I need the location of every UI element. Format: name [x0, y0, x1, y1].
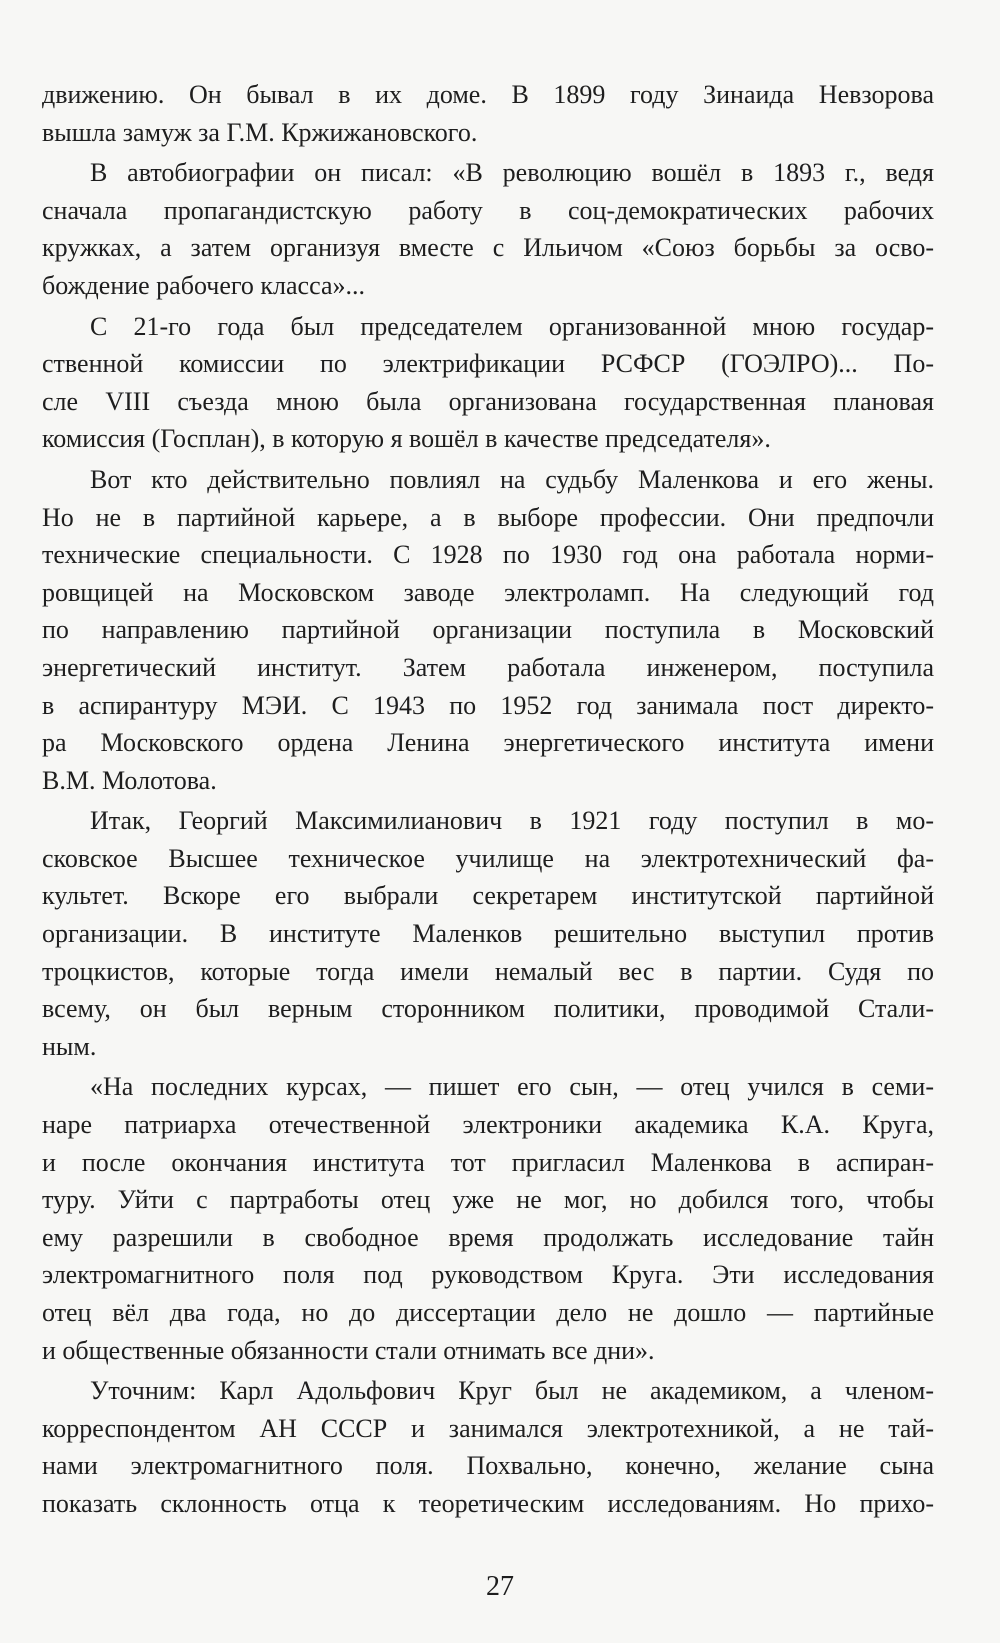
text-line: Итак, Георгий Максимилианович в 1921 году поступил в мо- [90, 806, 934, 836]
text-line: электромагнитного поля под руководством Круга. Эти исследования [42, 1260, 934, 1290]
text-line: корреспондентом АН СССР и занимался электротехникой, а не тай- [42, 1413, 934, 1443]
page-body [42, 76, 934, 1526]
text-line: сковское Высшее техническое училище на электротехнический фа- [42, 843, 934, 873]
paragraph [42, 1372, 934, 1522]
text-line: наре патриарха отечественной электроники академика К.А. Круга, [42, 1110, 934, 1140]
text-line: движению. Он бывал в их доме. В 1899 году Зинаида Невзорова [42, 80, 934, 109]
text-line: Но не в партийной карьере, а в выборе профессии. Они предпочли [42, 502, 934, 532]
paragraph [42, 802, 934, 1065]
paragraph [42, 76, 934, 151]
paragraph [42, 154, 934, 304]
text-line: отец вёл два года, но до диссертации дело не дошло — партийные [42, 1298, 934, 1327]
text-line: всему, он был верным сторонником политики, проводимой Стали- [42, 994, 934, 1024]
text-line: комиссия (Госплан), в которую я вошёл в качестве председателя». [42, 424, 771, 454]
page-number: 27 [486, 1571, 514, 1602]
text-line: и общественные обязанности стали отнимать все дни». [42, 1335, 655, 1365]
text-line: ным. [42, 1031, 97, 1061]
text-line: ственной комиссии по электрификации РСФСР (ГОЭЛРО)... По- [42, 349, 934, 379]
text-line: Уточним: Карл Адольфович Круг был не академиком, а членом- [90, 1376, 934, 1406]
text-line: С 21-го года был председателем организованной мною государ- [90, 311, 934, 341]
text-line: кружках, а затем организуя вместе с Ильичом «Союз борьбы за осво- [42, 233, 934, 263]
text-line: туру. Уйти с партработы отец уже не мог, но добился того, чтобы [42, 1185, 934, 1215]
text-line: «На последних курсах, — пишет его сын, — отец учился в семи- [90, 1072, 934, 1102]
text-line: организации. В институте Маленков решительно выступил против [42, 919, 934, 949]
paragraph [42, 1068, 934, 1369]
text-line: бождение рабочего класса»... [42, 270, 365, 300]
text-line: троцкистов, которые тогда имели немалый вес в партии. Судя по [42, 956, 934, 986]
text-line: ему разрешили в свободное время продолжать исследование тайн [42, 1222, 934, 1252]
text-line: Вот кто действительно повлиял на судьбу Маленкова и его жены. [90, 464, 934, 494]
text-line: нами электромагнитного поля. Похвально, конечно, желание сына [42, 1451, 934, 1481]
text-line: вышла замуж за Г.М. Кржижановского. [42, 117, 478, 147]
text-line: В.М. Молотова. [42, 765, 217, 795]
text-line: сначала пропагандистскую работу в соц-демократических рабочих [42, 195, 934, 225]
text-line: ровщицей на Московском заводе электроламп. На следующий год [42, 577, 934, 607]
text-line: культет. Вскоре его выбрали секретарем институтской партийной [42, 881, 934, 911]
text-line: ра Московского ордена Ленина энергетического института имени [42, 728, 934, 758]
text-line: энергетический институт. Затем работала инженером, поступила [42, 652, 934, 682]
text-line: технические специальности. С 1928 по 1930 год она работала норми- [42, 540, 934, 570]
paragraph [42, 461, 934, 799]
text-line: В автобиографии он писал: «В революцию вошёл в 1893 г., ведя [90, 158, 934, 188]
text-line: в аспирантуру МЭИ. С 1943 по 1952 год занимала пост директо- [42, 690, 934, 720]
paragraph [42, 308, 934, 458]
text-line: показать склонность отца к теоретическим исследованиям. Но прихо- [42, 1488, 934, 1518]
text-line: и после окончания института тот пригласил Маленкова в аспиран- [42, 1147, 934, 1177]
text-line: сле VIII съезда мною была организована государственная плановая [42, 386, 934, 416]
text-line: по направлению партийной организации поступила в Московский [42, 615, 934, 645]
